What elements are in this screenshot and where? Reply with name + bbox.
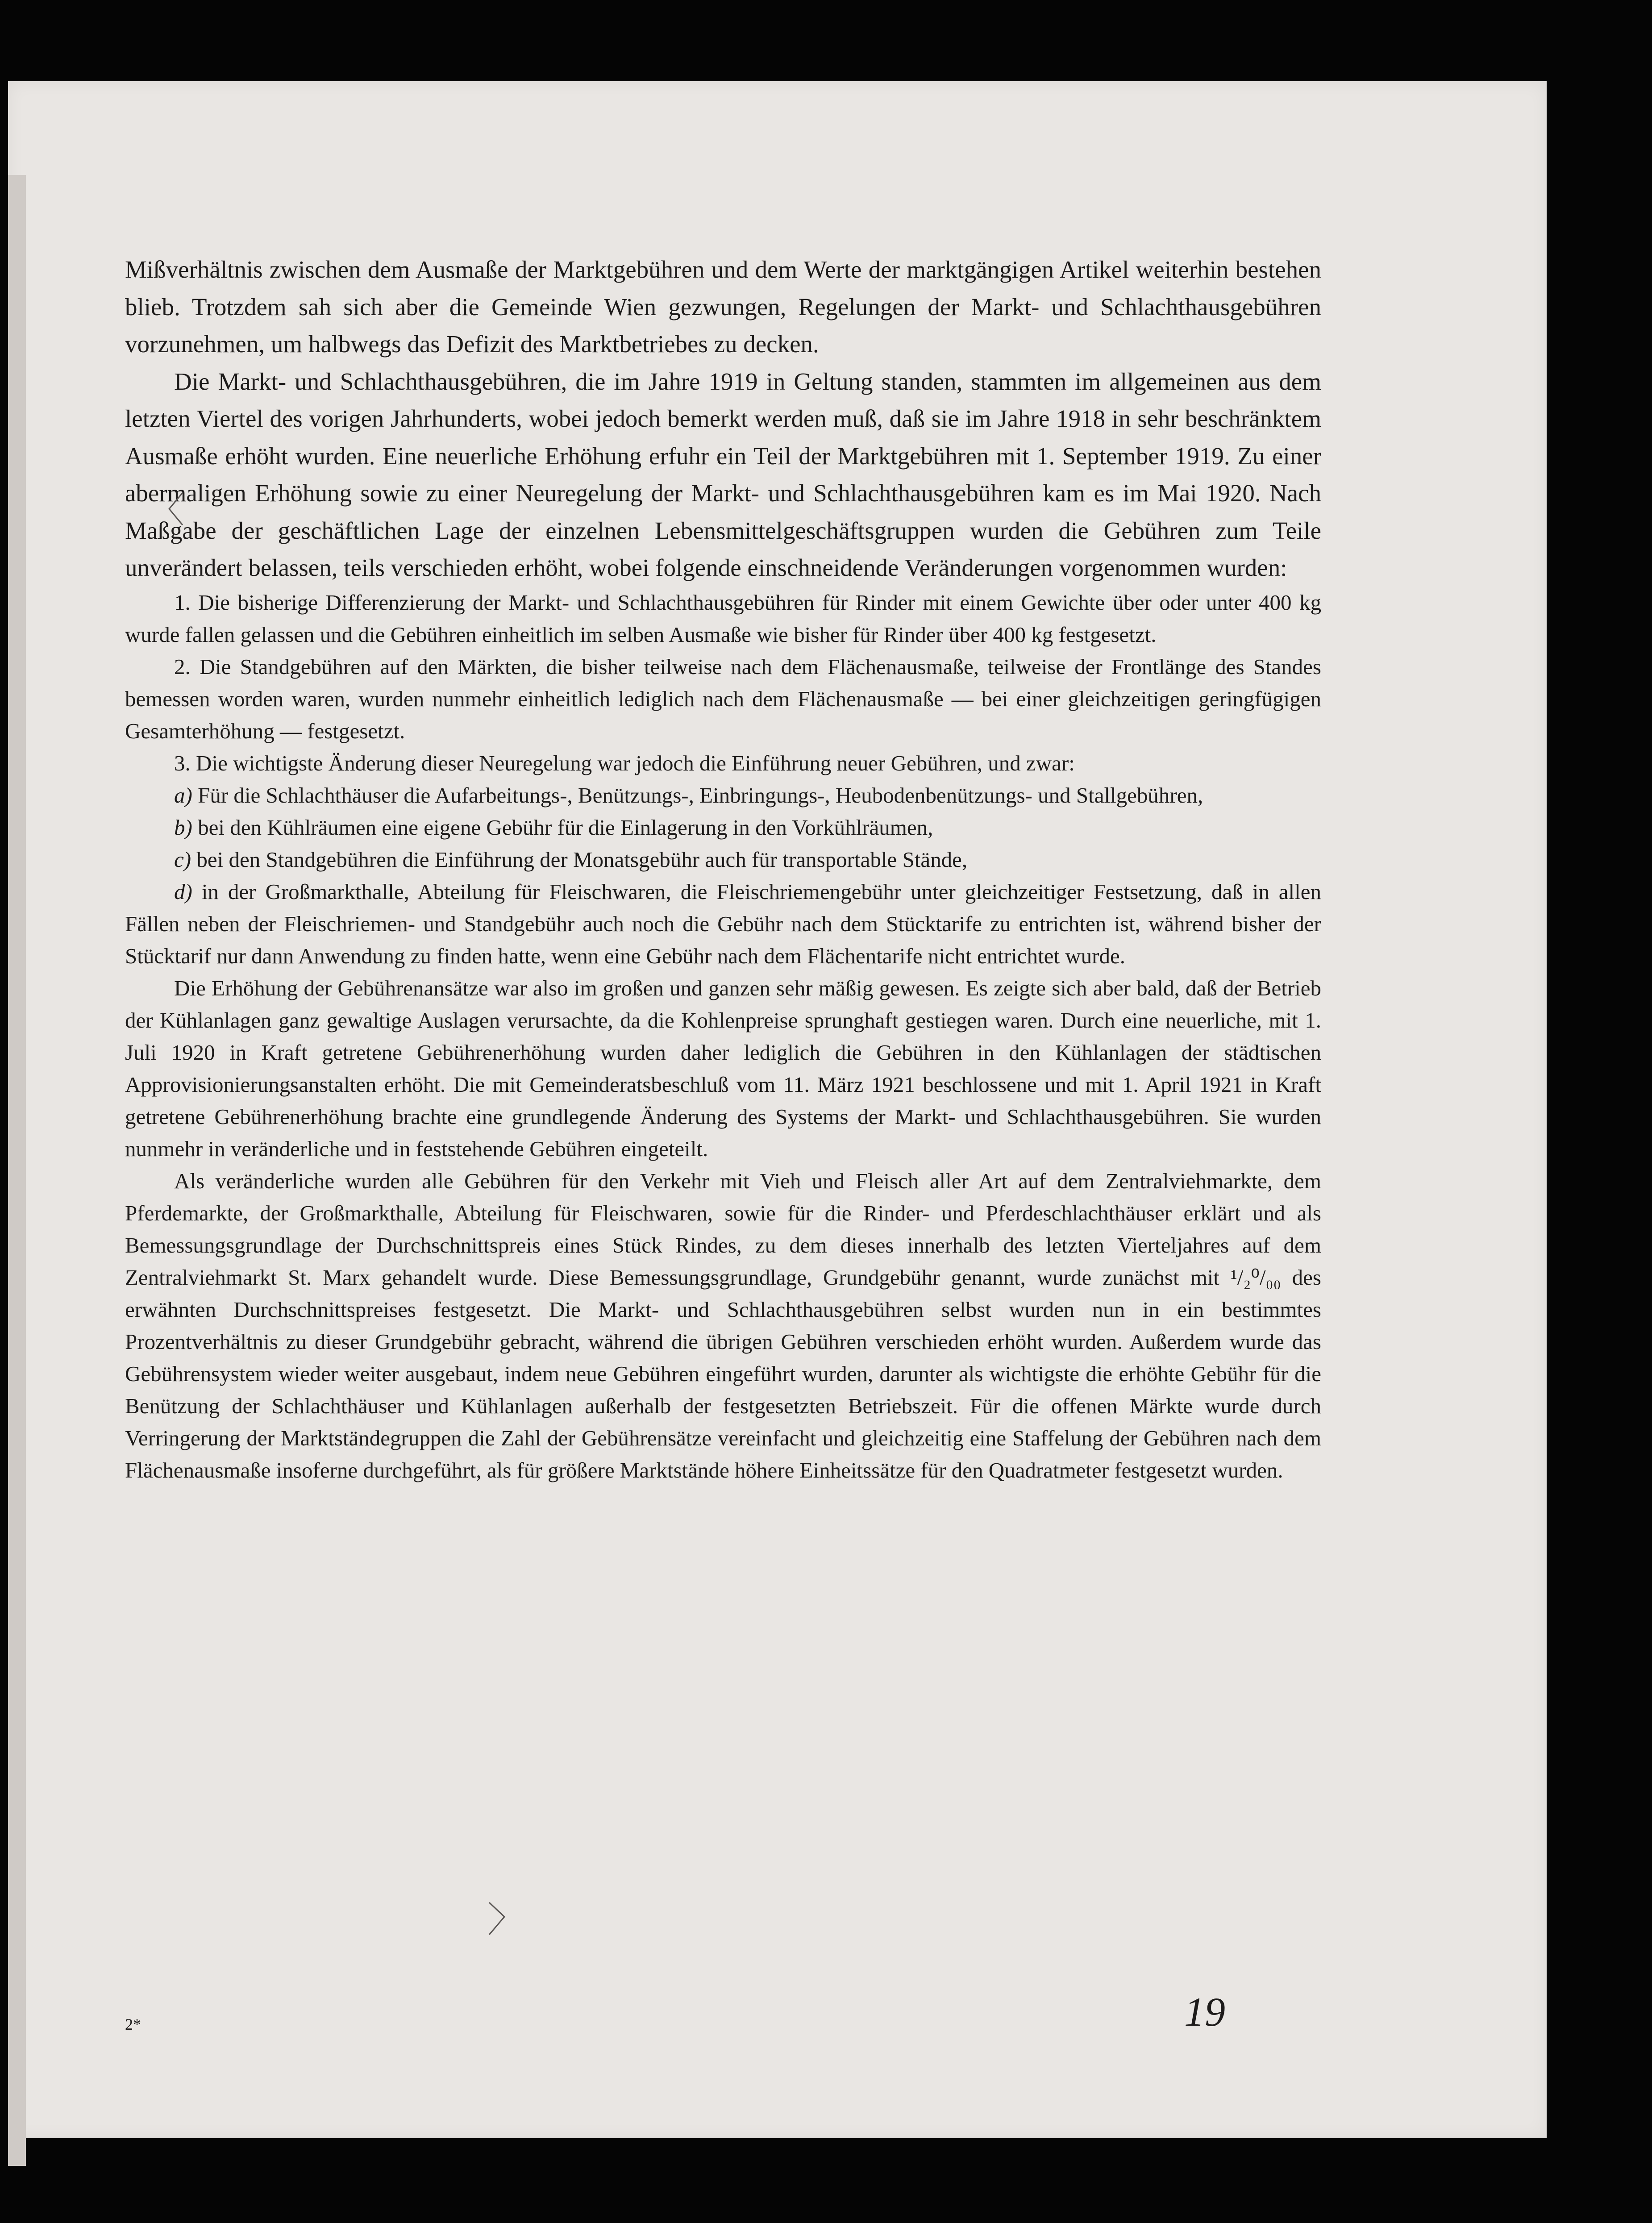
- sub-item-letter: c): [174, 847, 191, 872]
- sub-item-text: in der Großmarkthalle, Abteilung für Fleischwaren, die Fleischriemengebühr unter gleichzeitiger Festsetzung, daß in allen Fällen neben der Fleischriemen- und Standgebühr auch noch die Gebühr nach dem Stücktarife zu entrichten ist, während bisher der Stücktarif nur dann Anwendung zu finden hatte, wenn eine Gebühr nach dem Flächentarife nicht entrichtet wurde.: [125, 879, 1322, 968]
- bracket-mark-icon: [166, 491, 184, 527]
- paragraph: Als veränderliche wurden alle Gebühren für den Verkehr mit Vieh und Fleisch aller Art auf dem Zentralviehmarkte, dem Pferdemarkte, der Großmarkthalle, Abteilung für Fleischwaren, sowie für die Rinder- und Pferdeschlachthäuser erklärt und als Bemessungsgrundlage der Durchschnittspreis eines Stück Rindes, zu dem dieses innerhalb des letzten Vierteljahres auf dem Zentralviehmarkt St. Marx gehandelt wurde. Diese Bemessungsgrundlage, Grundgebühr genannt, wurde zunächst mit ¹/₂⁰/₀₀ des erwähnten Durchschnittspreises festgesetzt. Die Markt- und Schlachthausgebühren selbst wurden nun in ein bestimmtes Prozentverhältnis zu dieser Grundgebühr gebracht, während die übrigen Gebühren verschieden erhöht wurden. Außerdem wurde das Gebührensystem wieder weiter ausgebaut, indem neue Gebühren eingeführt wurden, darunter als wichtigste die erhöhte Gebühr für die Benützung der Schlachthäuser und Kühlanlagen außerhalb der festgesetzten Betriebszeit. Für die offenen Märkte wurde durch Verringerung der Marktständegruppen die Zahl der Gebührensätze vereinfacht und gleichzeitig eine Staffelung der Gebühren nach dem Flächenausmaße insoferne durchgeführt, als für größere Marktstände höhere Einheitssätze für den Quadratmeter festgesetzt wurden.: [125, 1168, 1321, 1482]
- sub-item-letter: a): [174, 783, 192, 808]
- sub-item-letter: d): [174, 879, 192, 904]
- sub-item-text: Für die Schlachthäuser die Aufarbeitungs-, Benützungs-, Einbringungs-, Heubodenbenützungs- und Stallgebühren,: [198, 783, 1203, 808]
- list-item: 2. Die Standgebühren auf den Märkten, die bisher teilweise nach dem Flächenausmaße, teilweise der Frontlänge des Standes bemessen worden waren, wurden nunmehr einheitlich lediglich nach dem Flächenausmaße — bei einer gleichzeitigen geringfügigen Gesamterhöhung — festgesetzt.: [125, 654, 1321, 743]
- list-item: 1. Die bisherige Differenzierung der Markt- und Schlachthausgebühren für Rinder mit einem Gewichte über oder unter 400 kg wurde fallen gelassen und die Gebühren einheitlich im selben Ausmaße wie bisher für Rinder über 400 kg festgesetzt.: [125, 590, 1321, 647]
- sub-item-d: [125, 876, 1321, 972]
- sub-item-text: bei den Kühlräumen eine eigene Gebühr für die Einlagerung in den Vorkühlräumen,: [198, 815, 933, 840]
- paragraph: Mißverhältnis zwischen dem Ausmaße der Marktgebühren und dem Werte der marktgängigen Artikel weiterhin bestehen blieb. Trotzdem sah sich aber die Gemeinde Wien gezwungen, Regelungen der Markt- und Schlachthausgebühren vorzunehmen, um halbwegs das Defizit des Marktbetriebes zu decken.: [125, 256, 1321, 358]
- signature-mark: 2*: [125, 2015, 141, 2033]
- sub-item-text: bei den Standgebühren die Einführung der Monatsgebühr auch für transportable Stände,: [196, 847, 968, 872]
- list-item: 3. Die wichtigste Änderung dieser Neuregelung war jedoch die Einführung neuer Gebühren, und zwar:: [174, 750, 1075, 775]
- sub-item-a: [125, 779, 1321, 812]
- paragraph: Die Markt- und Schlachthausgebühren, die im Jahre 1919 in Geltung standen, stammten im allgemeinen aus dem letzten Viertel des vorigen Jahrhunderts, wobei jedoch bemerkt werden muß, daß sie im Jahre 1918 in sehr beschränktem Ausmaße erhöht wurden. Eine neuerliche Erhöhung erfuhr ein Teil der Marktgebühren mit 1. September 1919. Zu einer abermaligen Erhöhung sowie zu einer Neuregelung der Markt- und Schlachthausgebühren kam es im Mai 1920. Nach Maßgabe der geschäftlichen Lage der einzelnen Lebensmittelgeschäftsgruppen wurden die Gebühren zum Teile unverändert belassen, teils verschieden erhöht, wobei folgende einschneidende Veränderungen vorgenommen wurden:: [125, 367, 1321, 581]
- document-page: [8, 81, 1547, 2138]
- body-text: [125, 251, 1321, 1486]
- sub-item-letter: b): [174, 815, 192, 840]
- sub-item-b: [125, 812, 1321, 844]
- closing-bracket-mark-icon: [487, 1899, 509, 1939]
- page-edge-shadow: [8, 175, 26, 2166]
- paragraph: Die Erhöhung der Gebührenansätze war also im großen und ganzen sehr mäßig gewesen. Es zeigte sich aber bald, daß der Betrieb der Kühlanlagen ganz gewaltige Auslagen verursachte, da die Kohlenpreise sprunghaft gestiegen waren. Durch eine neuerliche, mit 1. Juli 1920 in Kraft getretene Gebührenerhöhung wurden daher lediglich die Gebühren in den Kühlanlagen der städtischen Approvisionierungsanstalten erhöht. Die mit Gemeinderatsbeschluß vom 11. März 1921 beschlossene und mit 1. April 1921 in Kraft getretene Gebührenerhöhung brachte eine grundlegende Änderung des Systems der Markt- und Schlachthausgebühren. Sie wurden nunmehr in veränderliche und in feststehende Gebühren eingeteilt.: [125, 975, 1321, 1161]
- page-number: 19: [1184, 1989, 1225, 2035]
- sub-item-c: [125, 844, 1321, 876]
